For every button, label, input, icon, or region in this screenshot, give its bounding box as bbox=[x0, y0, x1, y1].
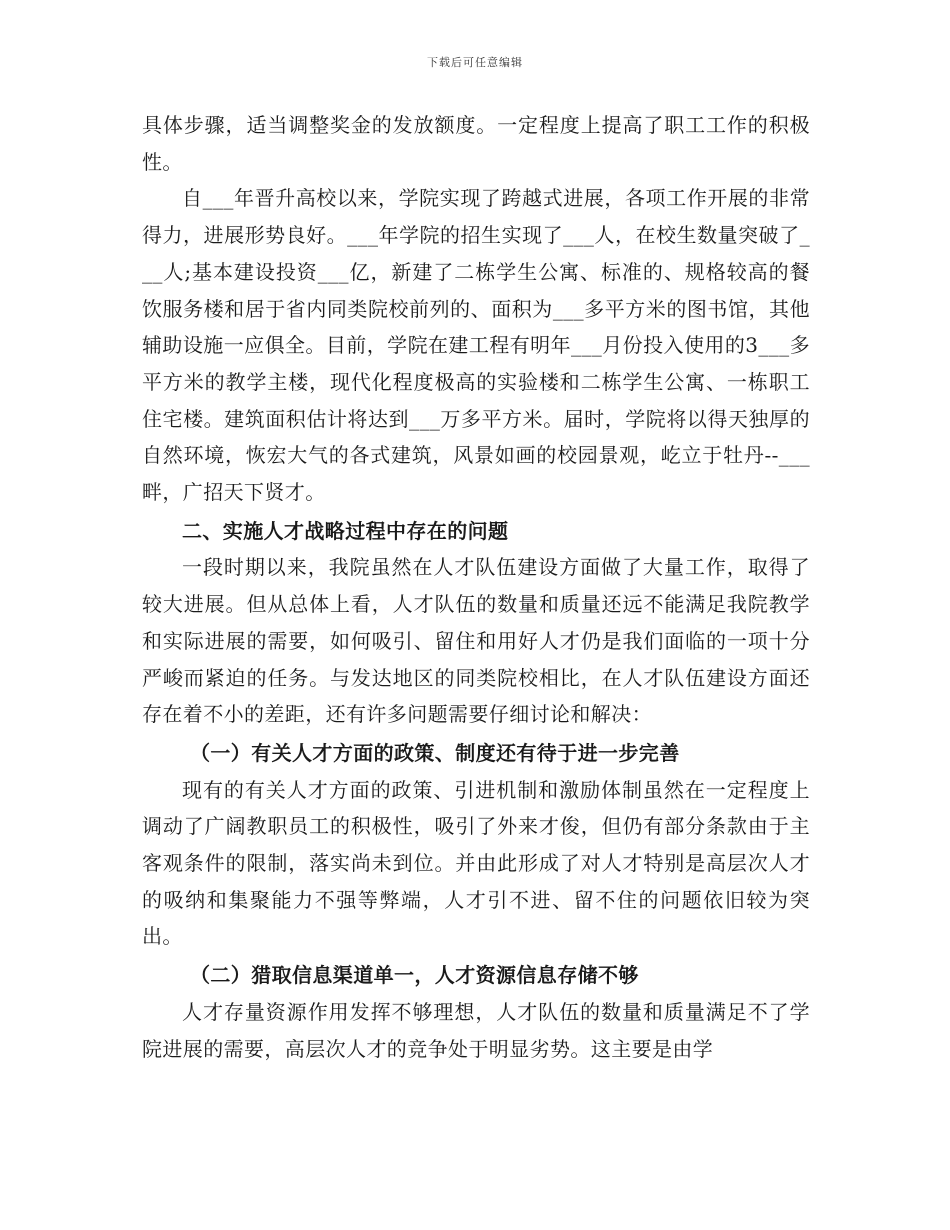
subheading-information-channels: （二）猎取信息渠道单一，人才资源信息存储不够 bbox=[190, 963, 639, 988]
document-body bbox=[142, 107, 810, 1067]
section-heading-problems: 二、实施人才战略过程中存在的问题 bbox=[182, 518, 509, 543]
paragraph-college-development: 自___年晋升高校以来，学院实现了跨越式进展，各项工作开展的非常得力，进展形势良好。___年学院的招生实现了___人，在校生数量突破了___人;基本建设投资___亿，新建了二栋学生公寓、标准的、规格较高的餐饮服务楼和居于省内同类院校前列的、面积为___多平方米的图书馆，其他辅助设施一应俱全。目前，学院在建工程有明年___月份投入使用的3___多平方米的教学主楼，现代化程度极高的实验楼和二栋学生公寓、一栋职工住宅楼。建筑面积估计将达到___万多平方米。届时，学院将以得天独厚的自然环境，恢宏大气的各式建筑，风景如画的校园景观，屹立于牡丹--___畔，广招天下贤才。 bbox=[142, 186, 810, 505]
paragraph-policy: 现有的有关人才方面的政策、引进机制和激励体制虽然在一定程度上调动了广阔教职员工的积极性，吸引了外来才俊，但仍有部分条款由于主客观条件的限制，落实尚未到位。并由此形成了对人才特别是高层次人才的吸纳和集聚能力不强等弊端，人才引不进、留不住的问题依旧较为突出。 bbox=[142, 777, 810, 949]
subheading-policy: （一）有关人才方面的政策、制度还有待于进一步完善 bbox=[190, 740, 680, 765]
paragraph-steps: 具体步骤，适当调整奖金的发放额度。一定程度上提高了职工工作的积极性。 bbox=[142, 113, 810, 174]
paragraph-talent-overview: 一段时期以来，我院虽然在人才队伍建设方面做了大量工作，取得了较大进展。但从总体上看，人才队伍的数量和质量还远不能满足我院教学和实际进展的需要，如何吸引、留住和用好人才仍是我们面临的一项十分严峻而紧迫的任务。与发达地区的同类院校相比，在人才队伍建设方面还存在着不小的差距，还有许多问题需要仔细讨论和解决： bbox=[142, 555, 810, 727]
page-header: 下载后可任意编辑 bbox=[427, 56, 523, 69]
paragraph-talent-resources: 人才存量资源作用发挥不够理想，人才队伍的数量和质量满足不了学院进展的需要，高层次人才的竞争处于明显劣势。这主要是由学 bbox=[142, 999, 810, 1061]
